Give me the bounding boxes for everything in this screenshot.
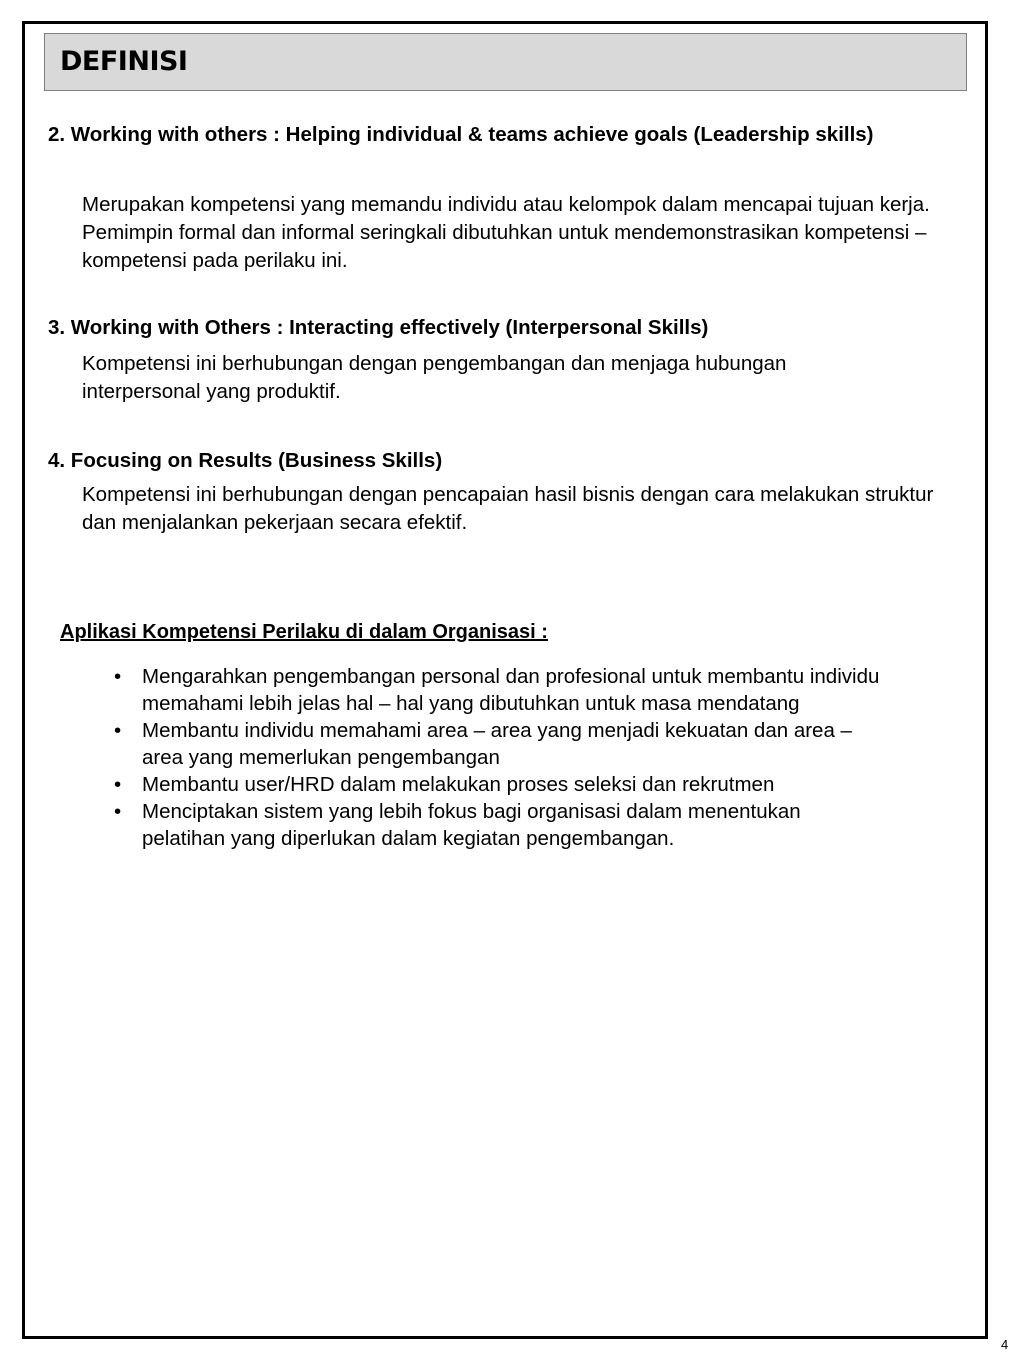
bullet-icon: • bbox=[114, 719, 122, 742]
list-item bbox=[114, 798, 884, 852]
section-body-leadership: Merupakan kompetensi yang memandu individu atau kelompok dalam mencapai tujuan kerja. Pemimpin formal dan informal seringkali dibutuhkan untuk mendemonstrasikan kompetensi – kompetensi pada perilaku ini. bbox=[82, 193, 930, 272]
list-item-text: Mengarahkan pengembangan personal dan profesional untuk membantu individu memahami lebih jelas hal – hal yang dibutuhkan untuk masa mendatang bbox=[142, 665, 880, 715]
bullet-icon: • bbox=[114, 773, 122, 796]
bullet-icon: • bbox=[114, 800, 122, 823]
list-item-text: Menciptakan sistem yang lebih fokus bagi organisasi dalam menentukan pelatihan yang diperlukan dalam kegiatan pengembangan. bbox=[142, 800, 801, 850]
section-heading-business: 4. Focusing on Results (Business Skills) bbox=[48, 449, 443, 472]
list-item bbox=[114, 717, 884, 771]
section-body-business: Kompetensi ini berhubungan dengan pencapaian hasil bisnis dengan cara melakukan struktur dan menjalankan pekerjaan secara efektif. bbox=[82, 483, 934, 534]
list-item-text: Membantu user/HRD dalam melakukan proses seleksi dan rekrutmen bbox=[142, 773, 775, 796]
application-heading: Aplikasi Kompetensi Perilaku di dalam Organisasi : bbox=[60, 621, 548, 643]
list-item-text: Membantu individu memahami area – area yang menjadi kekuatan dan area – area yang memerlukan pengembangan bbox=[142, 719, 852, 769]
page-number: 4 bbox=[1001, 1337, 1009, 1352]
bullet-icon: • bbox=[114, 665, 122, 688]
title-bar bbox=[44, 33, 967, 91]
section-heading-interpersonal: 3. Working with Others : Interacting effectively (Interpersonal Skills) bbox=[48, 316, 709, 339]
section-heading-leadership: 2. Working with others : Helping individual & teams achieve goals (Leadership skills) bbox=[48, 123, 874, 146]
list-item bbox=[114, 771, 884, 798]
list-item bbox=[114, 663, 884, 717]
application-list bbox=[114, 663, 884, 852]
section-body-interpersonal: Kompetensi ini berhubungan dengan pengembangan dan menjaga hubungan interpersonal yang produktif. bbox=[82, 352, 787, 403]
page-title: DEFINISI bbox=[60, 46, 188, 77]
